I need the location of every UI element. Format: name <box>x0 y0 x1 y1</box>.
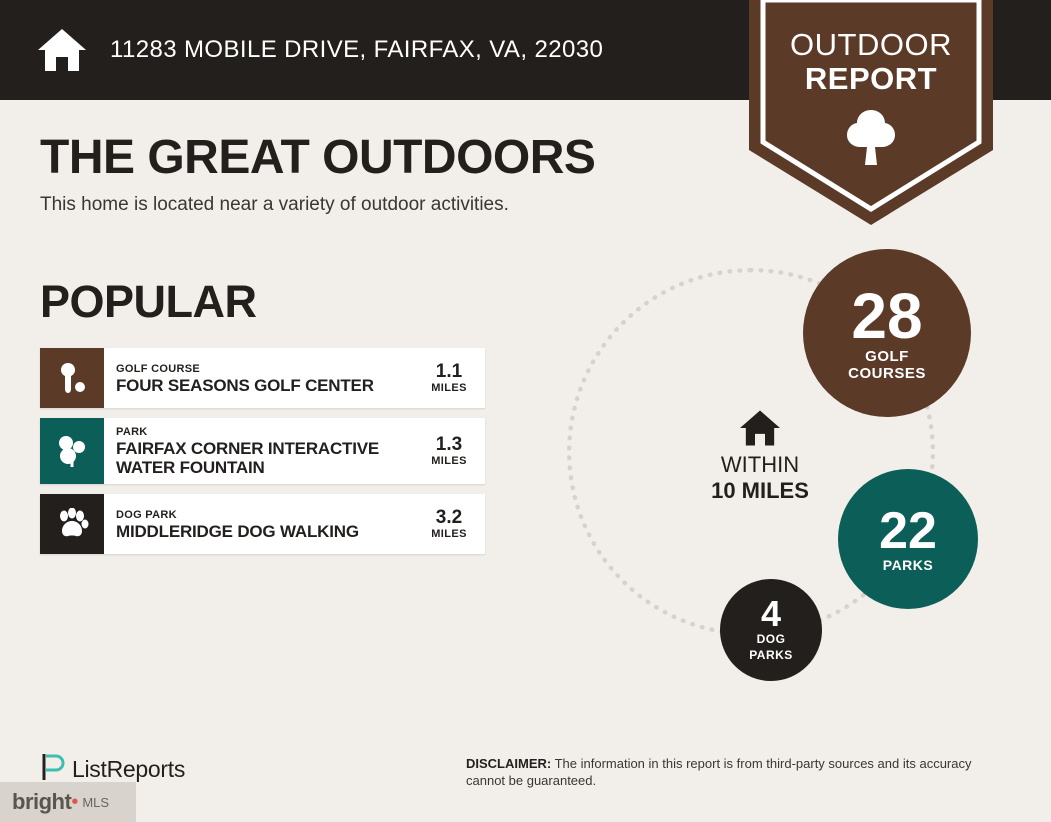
bubble-golf-courses <box>803 249 971 417</box>
paw-icon <box>40 494 104 554</box>
listreports-logo-text: ListReports <box>72 756 186 782</box>
distance-value: 1.1 <box>435 361 463 382</box>
tree-icon <box>749 108 993 173</box>
list-item-distance <box>423 494 485 554</box>
bright-mls-name: bright <box>12 789 72 814</box>
distance-value: 1.3 <box>435 434 463 455</box>
within-10-miles-diagram <box>545 236 1015 696</box>
page-title: THE GREAT OUTDOORS <box>40 131 596 184</box>
list-item-distance <box>423 418 485 484</box>
list-item-name: FAIRFAX CORNER INTERACTIVE WATER FOUNTAIN <box>116 439 380 477</box>
page-subtitle: This home is located near a variety of outdoor activities. <box>40 194 509 215</box>
home-icon <box>685 408 835 448</box>
list-item[interactable] <box>40 348 485 408</box>
bubble-label-line1: PARKS <box>882 556 934 573</box>
distance-value: 3.2 <box>435 507 463 528</box>
bubble-dog-parks <box>720 579 822 681</box>
golf-icon <box>40 348 104 408</box>
list-item[interactable] <box>40 418 485 484</box>
bright-mls-dot: • <box>71 790 79 813</box>
center-label-line1: WITHIN <box>720 452 800 477</box>
diagram-center <box>685 408 835 504</box>
list-item-text <box>104 418 423 484</box>
list-item-name: MIDDLERIDGE DOG WALKING <box>116 521 359 541</box>
list-item-text <box>104 494 423 554</box>
popular-list <box>40 348 485 564</box>
list-item-name: FOUR SEASONS GOLF CENTER <box>116 375 374 395</box>
bubble-count: 28 <box>851 280 923 352</box>
bright-mls-suffix: MLS <box>82 794 110 810</box>
popular-heading: POPULAR <box>40 276 257 327</box>
bubble-label-line2: COURSES <box>848 365 926 382</box>
bubble-label-line2: PARKS <box>749 648 793 662</box>
distance-unit: MILES <box>431 455 467 467</box>
bubble-parks <box>838 469 978 609</box>
distance-unit: MILES <box>431 528 467 540</box>
list-item-category: DOG PARK <box>116 508 177 521</box>
list-item[interactable] <box>40 494 485 554</box>
bright-mls-watermark <box>0 782 136 822</box>
badge-line2: REPORT <box>804 61 938 96</box>
list-item-text <box>104 348 423 408</box>
bubble-count: 4 <box>760 593 782 634</box>
badge-text <box>749 28 993 96</box>
list-item-distance <box>423 348 485 408</box>
disclaimer <box>466 755 1014 789</box>
property-address: 11283 MOBILE DRIVE, FAIRFAX, VA, 22030 <box>110 36 604 63</box>
outdoor-report-badge <box>749 0 993 225</box>
list-item-category: PARK <box>116 426 148 438</box>
disclaimer-text: The information in this report is from third-party sources and its accuracy cannot be guaranteed. <box>466 756 972 788</box>
bubble-count: 22 <box>879 501 937 560</box>
park-tree-icon <box>40 418 104 484</box>
badge-line1: OUTDOOR <box>790 27 952 62</box>
disclaimer-label: DISCLAIMER: <box>466 756 552 771</box>
bubble-label-line1: DOG <box>756 632 786 646</box>
home-icon <box>36 24 88 76</box>
distance-unit: MILES <box>431 382 467 394</box>
bubble-label-line1: GOLF <box>865 348 909 365</box>
center-label-line2: 10 MILES <box>711 478 809 503</box>
list-item-category: GOLF COURSE <box>116 362 200 375</box>
